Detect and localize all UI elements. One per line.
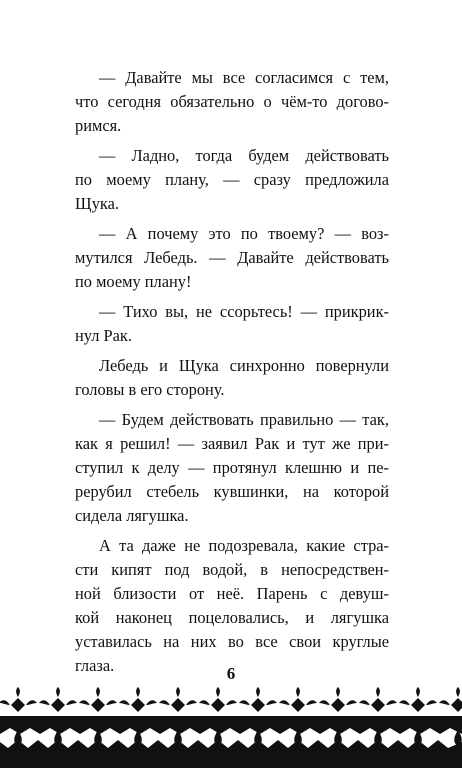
text-line: Щука. — [75, 194, 120, 213]
paragraph-7 — [75, 534, 389, 678]
text-line: рерубил стебель кувшинки, на которой — [75, 482, 389, 501]
paragraph-5 — [75, 354, 389, 402]
text-line: по моему плану, — сразу предложила — [75, 170, 389, 189]
text-line: сти кипят под водой, в непосредствен- — [75, 560, 389, 579]
text-line: что сегодня обязательно о чём-то догово- — [75, 92, 389, 111]
text-line: Лебедь и Щука синхронно повернули — [99, 356, 389, 375]
text-line: — Ладно, тогда будем действовать — [99, 146, 389, 165]
text-line: мутился Лебедь. — Давайте действовать — [75, 248, 389, 267]
text-line: римся. — [75, 116, 122, 135]
text-line: А та даже не подозревала, какие стра- — [99, 536, 389, 555]
paragraph-3 — [75, 222, 389, 294]
text-line: по моему плану! — [75, 272, 192, 291]
text-line: — Тихо вы, не ссорьтесь! — прикрик- — [99, 302, 389, 321]
text-line: ступил к делу — протянул клешню и пе- — [75, 458, 389, 477]
text-line: ной близости от неё. Парень с девуш- — [75, 584, 389, 603]
text-line: сидела лягушка. — [75, 506, 189, 525]
page-number: 6 — [226, 664, 236, 683]
paragraph-6 — [75, 408, 389, 528]
paragraph-1 — [75, 66, 389, 138]
text-line: — А почему это по твоему? — воз- — [99, 224, 389, 243]
text-line: уставилась на них во все свои круглые — [75, 632, 389, 651]
folk-border-ornament-icon — [0, 686, 462, 768]
text-line: кой наконец поцеловались, и лягушка — [75, 608, 389, 627]
page-text — [75, 66, 389, 684]
text-line: головы в его сторону. — [75, 380, 225, 399]
paragraph-4 — [75, 300, 389, 348]
text-line: — Будем действовать правильно — так, — [99, 410, 389, 429]
text-line: нул Рак. — [75, 326, 132, 345]
text-line: как я решил! — заявил Рак и тут же при- — [75, 434, 389, 453]
text-line: глаза. — [75, 656, 115, 675]
paragraph-2 — [75, 144, 389, 216]
text-line: — Давайте мы все согласимся с тем, — [99, 68, 389, 87]
